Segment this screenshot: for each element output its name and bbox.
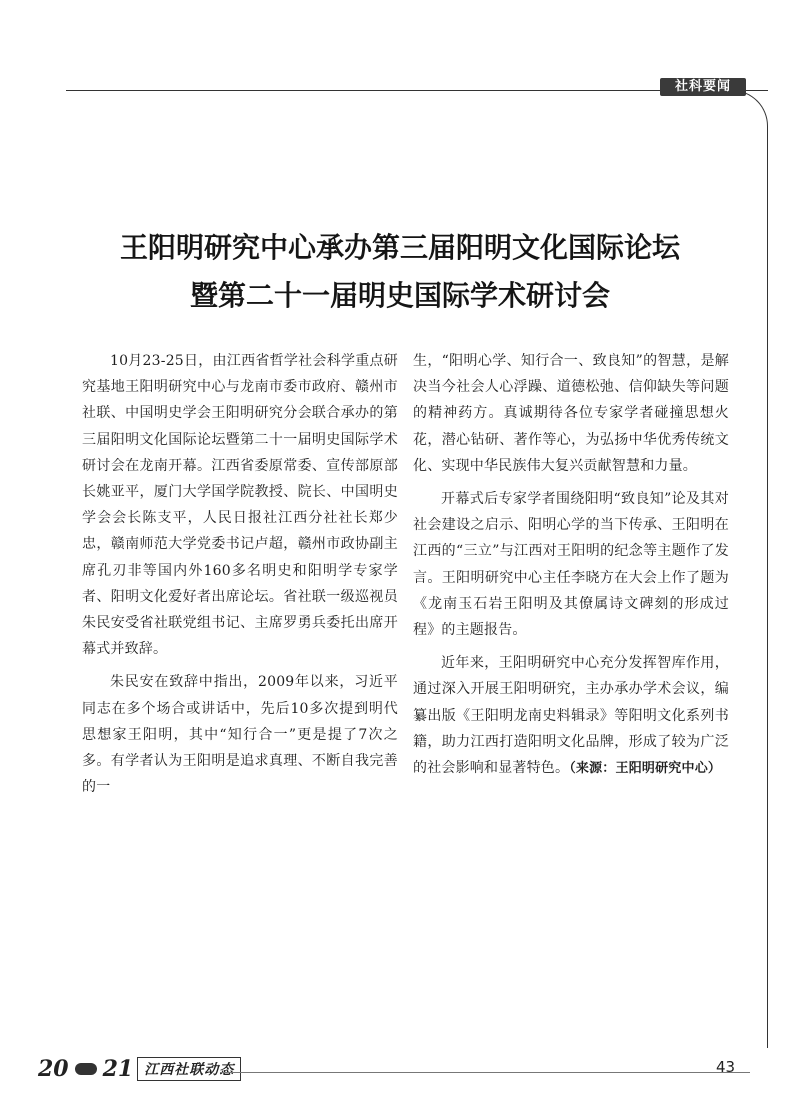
- paragraph-continuation: 生，“阳明心学、知行合一、致良知”的智慧，是解决当今社会人心浮躁、道德松弛、信仰缺失等问题的精神药方。真诚期待各位专家学者碰撞思想火花，潜心钻研、著作等心，为弘扬中华优秀传统文化、实现中华民族伟大复兴贡献智慧和力量。: [413, 353, 729, 474]
- title-line-2: 暨第二十一届明史国际学术研讨会: [189, 279, 610, 312]
- paragraph: 10月23-25日，由江西省哲学社会科学重点研究基地王阳明研究中心与龙南市委市政府、赣州市社联、中国明史学会王阳明研究分会联合承办的第三届阳明文化国际论坛暨第二十一届明史国际学术研讨会在龙南开幕。江西省委原常委、宣传部原部长姚亚平，厦门大学国学院教授、院长、中国明史学会会长陈支平，人民日报社江西分社社长郑少忠，赣南师范大学党委书记卢超，赣州市政协副主席孔刃非等国内外160多名明史和阳明学专家学者、阳明文化爱好者出席论坛。省社联一级巡视员朱民安受省社联党组书记、主席罗勇兵委托出席开幕式并致辞。: [82, 353, 398, 658]
- page-side-rule: [767, 128, 768, 1048]
- year-left: 20: [38, 1056, 69, 1082]
- year-right: 21: [102, 1056, 134, 1082]
- article-title: [60, 224, 740, 320]
- magazine-logo: [38, 1056, 241, 1082]
- title-line-1: 王阳明研究中心承办第三届阳明文化国际论坛: [119, 231, 680, 264]
- footer-rule: [220, 1072, 750, 1073]
- issue-badge: [75, 1063, 97, 1075]
- paragraph-text: 近年来，王阳明研究中心充分发挥智库作用，通过深入开展王阳明研究，主办承办学术会议，编纂出版《王阳明龙南史料辑录》等阳明文化系列书籍，助力江西打造阳明文化品牌，形成了较为广泛的社会影响和显著特色。: [413, 655, 729, 777]
- paragraph: [413, 650, 729, 782]
- magazine-name: 江西社联动态: [137, 1057, 241, 1081]
- paragraph: 朱民安在致辞中指出，2009年以来，习近平同志在多个场合或讲话中，先后10多次提到明代思想家王阳明，其中“知行合一”更是提了7次之多。有学者认为王阳明是追求真理、不断自我完善的一: [82, 674, 398, 796]
- right-column: [413, 348, 729, 789]
- left-column: [82, 348, 398, 807]
- section-tag: 社科要闻: [660, 78, 746, 96]
- page-number: 43: [716, 1058, 736, 1076]
- paragraph: 开幕式后专家学者围绕阳明“致良知”论及其对社会建设之启示、阳明心学的当下传承、王阳明在江西的“三立”与江西对王阳明的纪念等主题作了发言。王阳明研究中心主任李晓方在大会上作了题为《龙南玉石岩王阳明及其僚属诗文碑刻的形成过程》的主题报告。: [413, 491, 729, 639]
- source-note: （来源：王阳明研究中心）: [569, 761, 722, 777]
- header-rule-corner: [716, 90, 768, 130]
